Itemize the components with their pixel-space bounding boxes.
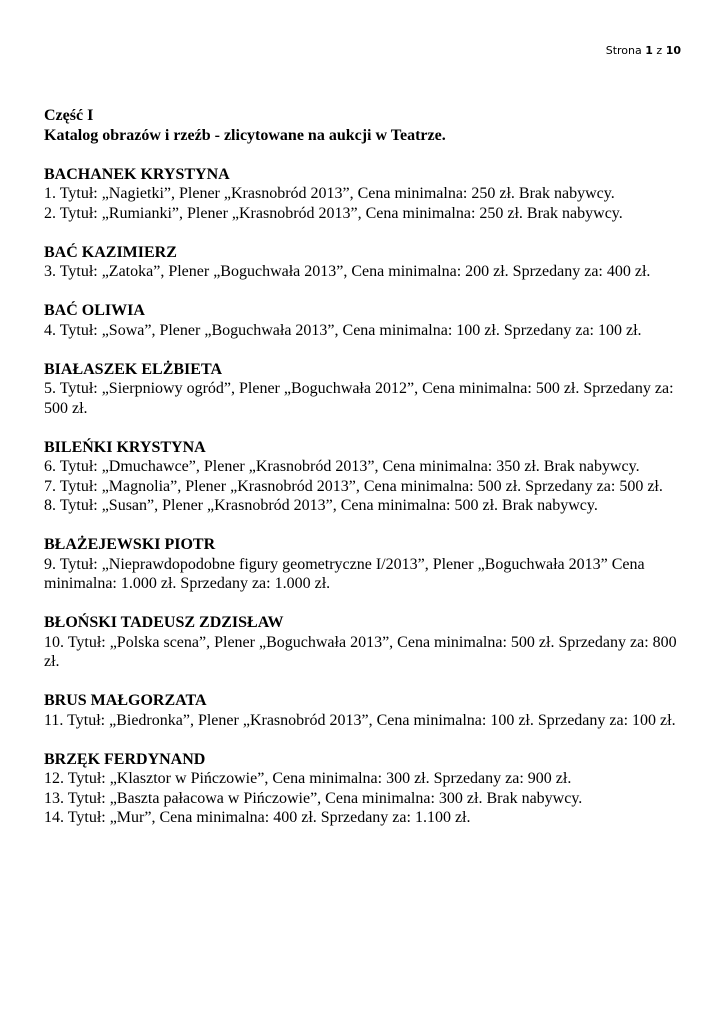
part-title: Część I [44,107,94,124]
artist-section [44,691,689,730]
artist-section [44,243,689,282]
document-body [44,106,689,828]
artwork-entry: 14. Tytuł: „Mur”, Cena minimalna: 400 zł. Sprzedany za: 1.100 zł. [44,809,471,826]
artwork-entry: 5. Tytuł: „Sierpniowy ogród”, Plener „Boguchwała 2012”, Cena minimalna: 500 zł. Sprzedany za: 500 zł. [44,380,674,417]
artwork-entry: 11. Tytuł: „Biedronka”, Plener „Krasnobród 2013”, Cena minimalna: 100 zł. Sprzedany za: 100 zł. [44,711,676,729]
artist-name: BŁOŃSKI TADEUSZ ZDZISŁAW [44,614,284,631]
artwork-entry: 12. Tytuł: „Klasztor w Pińczowie”, Cena minimalna: 300 zł. Sprzedany za: 900 zł. [44,770,572,787]
artist-name: BACHANEK KRYSTYNA [44,165,230,183]
artist-name: BŁAŻEJEWSKI PIOTR [44,536,216,553]
artist-section [44,613,689,672]
page-number [606,44,681,57]
artwork-entry: 3. Tytuł: „Zatoka”, Plener „Boguchwała 2013”, Cena minimalna: 200 zł. Sprzedany za: 400 zł. [44,263,651,280]
artist-name: BAĆ KAZIMIERZ [44,243,177,261]
total-pages: 10 [665,44,681,57]
artist-name: BRZĘK FERDYNAND [44,750,206,768]
artwork-entry: 9. Tytuł: „Nieprawdopodobne figury geometryczne I/2013”, Plener „Boguchwała 2013” Cena minimalna: 1.000 zł. Sprzedany za: 1.000 zł. [44,555,645,592]
artwork-entry: 4. Tytuł: „Sowa”, Plener „Boguchwała 2013”, Cena minimalna: 100 zł. Sprzedany za: 100 zł. [44,321,642,339]
artist-name: BAĆ OLIWIA [44,302,145,319]
catalog-title: Katalog obrazów i rzeźb - zlicytowane na aukcji w Teatrze. [44,126,446,144]
artist-name: BILEŃKI KRYSTYNA [44,438,206,456]
artwork-entry: 7. Tytuł: „Magnolia”, Plener „Krasnobród 2013”, Cena minimalna: 500 zł. Sprzedany za: 500 zł. [44,477,663,495]
artist-section [44,360,689,419]
artwork-entry: 1. Tytuł: „Nagietki”, Plener „Krasnobród 2013”, Cena minimalna: 250 zł. Brak nabywcy. [44,185,615,202]
artist-name: BIAŁASZEK ELŻBIETA [44,360,222,378]
artist-section [44,535,689,594]
artist-section [44,438,689,516]
artist-section [44,301,689,340]
artwork-entry: 6. Tytuł: „Dmuchawce”, Plener „Krasnobród 2013”, Cena minimalna: 350 zł. Brak nabywcy. [44,458,640,475]
artwork-entry: 13. Tytuł: „Baszta pałacowa w Pińczowie”, Cena minimalna: 300 zł. Brak nabywcy. [44,789,583,807]
artist-sections [44,165,689,828]
artist-name: BRUS MAŁGORZATA [44,692,207,709]
artwork-entry: 10. Tytuł: „Polska scena”, Plener „Boguchwała 2013”, Cena minimalna: 500 zł. Sprzedany za: 800 zł. [44,633,677,670]
artist-section [44,165,689,224]
artwork-entry: 8. Tytuł: „Susan”, Plener „Krasnobród 2013”, Cena minimalna: 500 zł. Brak nabywcy. [44,497,598,514]
artwork-entry: 2. Tytuł: „Rumianki”, Plener „Krasnobród 2013”, Cena minimalna: 250 zł. Brak nabywcy. [44,204,623,222]
current-page: 1 [645,44,653,57]
artist-section [44,750,689,828]
page-of-label: z [656,44,663,57]
page-label: Strona [605,44,642,57]
